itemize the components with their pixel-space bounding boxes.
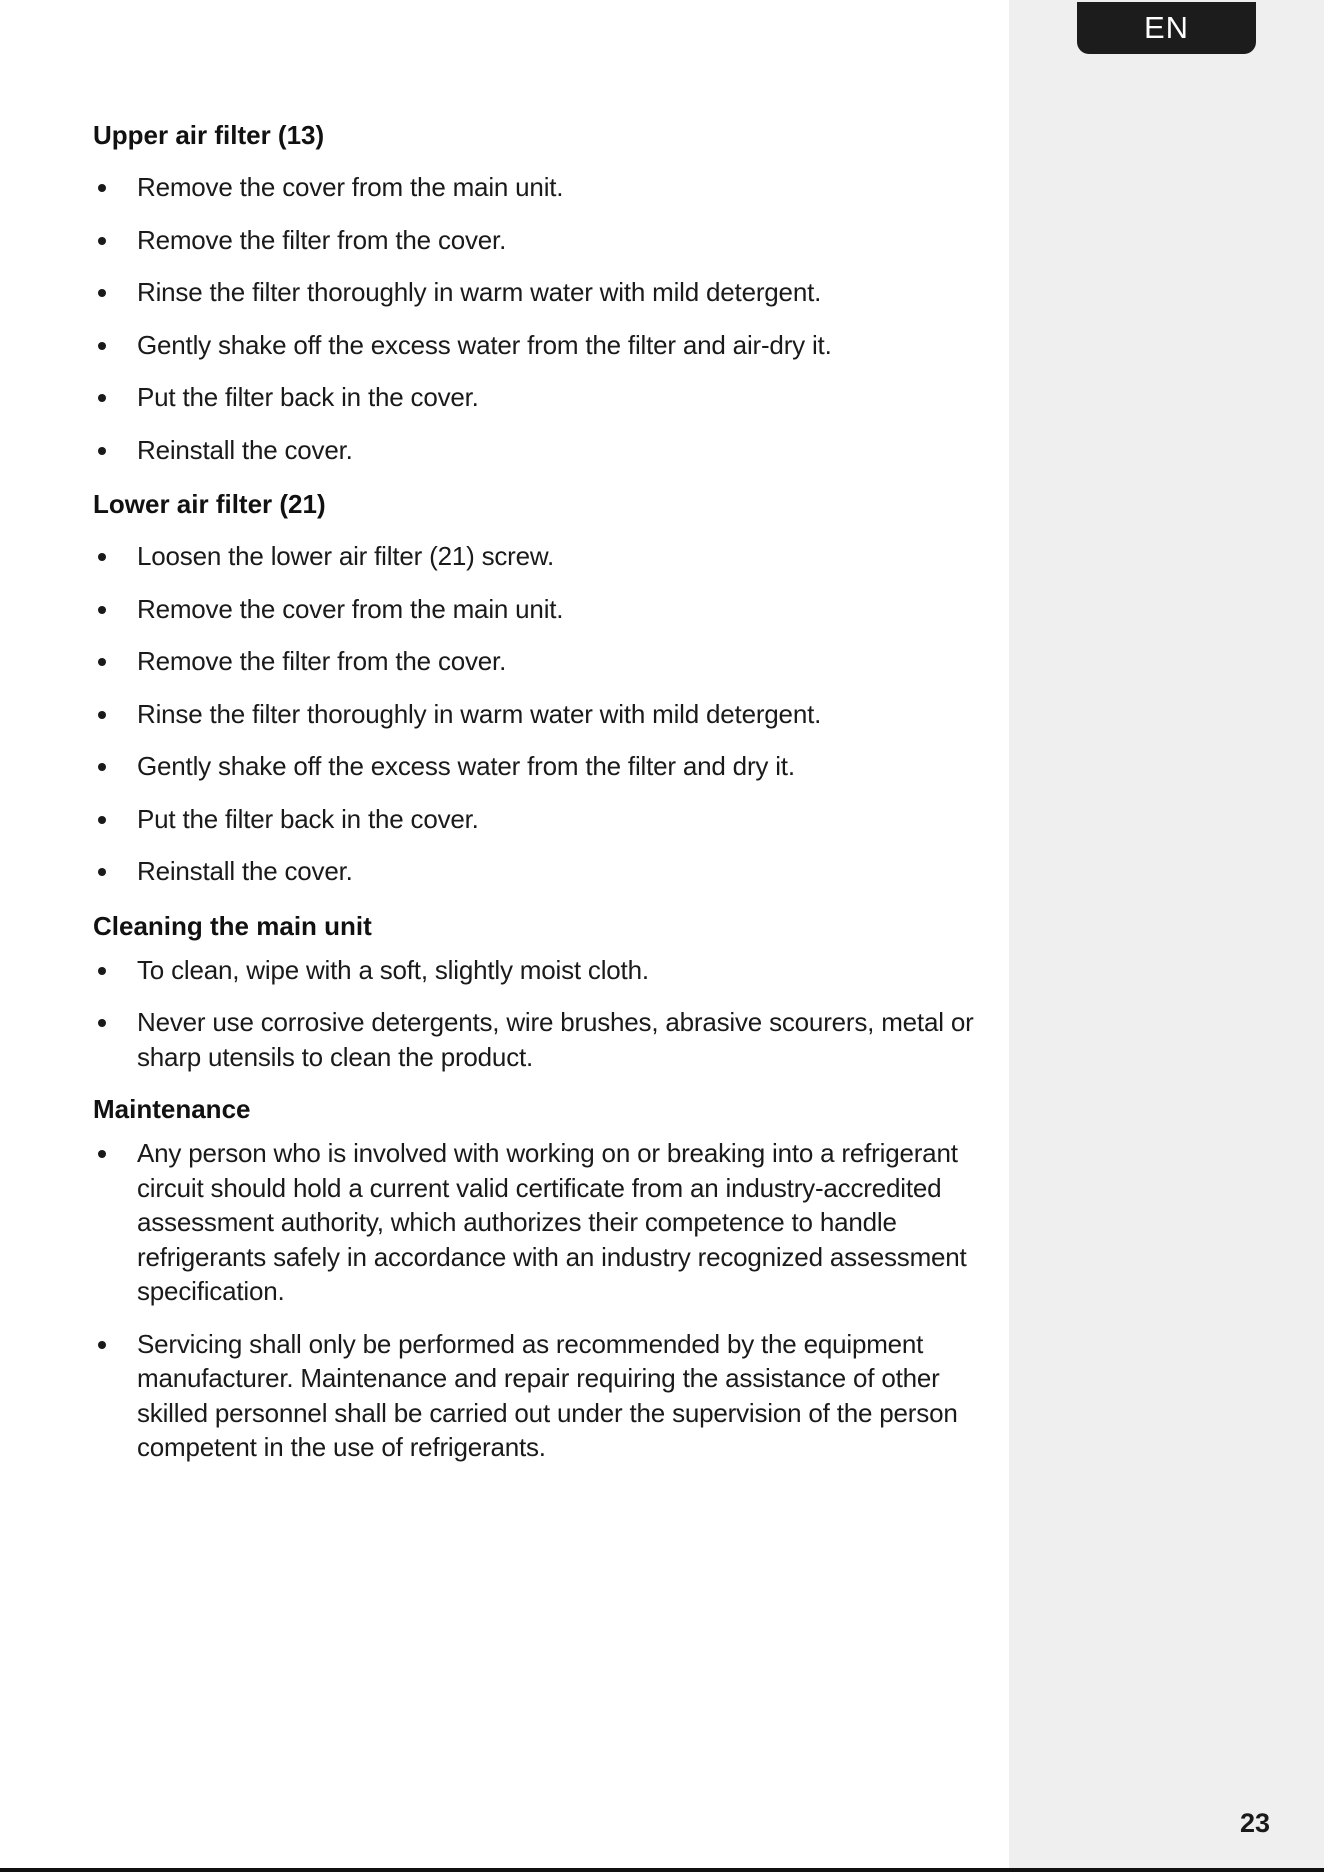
list-item: Gently shake off the excess water from the filter and dry it. [93,749,993,784]
section-heading: Cleaning the main unit [93,910,372,941]
section-heading: Upper air filter (13) [93,120,325,150]
instruction-list [93,953,993,1075]
list-item: Servicing shall only be performed as recommended by the equipment manufacturer. Maintenance and repair requiring the assistance of other skilled personnel shall be carried out under the supervision of the person competent in the use of refrigerants. [93,1327,993,1465]
instruction-list [93,1136,993,1465]
list-item: To clean, wipe with a soft, slightly moist cloth. [93,953,993,988]
instruction-list [93,539,993,889]
section-upper-air-filter [93,118,993,467]
section-heading: Lower air filter (21) [93,489,326,519]
list-item: Put the filter back in the cover. [93,380,993,415]
list-item: Rinse the filter thoroughly in warm water with mild detergent. [93,697,993,732]
list-item: Any person who is involved with working on or breaking into a refrigerant circuit should hold a current valid certificate from an industry-accredited assessment authority, which authorizes their competence to handle refrigerants safely in accordance with an industry recognized assessment specification. [93,1136,993,1309]
section-lower-air-filter [93,487,993,889]
page-content [93,118,993,1483]
list-item: Remove the cover from the main unit. [93,592,993,627]
list-item: Never use corrosive detergents, wire brushes, abrasive scourers, metal or sharp utensils to clean the product. [93,1005,993,1074]
section-cleaning-main-unit [93,909,993,1075]
page-number: 23 [1240,1808,1271,1838]
list-item: Gently shake off the excess water from the filter and air-dry it. [93,328,993,363]
list-item: Reinstall the cover. [93,854,993,889]
list-item: Remove the cover from the main unit. [93,170,993,205]
list-item: Remove the filter from the cover. [93,644,993,679]
section-maintenance [93,1092,993,1465]
right-margin-band [1009,0,1324,1868]
list-item: Reinstall the cover. [93,433,993,468]
list-item: Put the filter back in the cover. [93,802,993,837]
list-item: Rinse the filter thoroughly in warm water with mild detergent. [93,275,993,310]
instruction-list [93,170,993,467]
section-heading: Maintenance [93,1094,251,1124]
bottom-rule [0,1868,1324,1872]
language-tab: EN [1077,2,1256,54]
list-item: Remove the filter from the cover. [93,223,993,258]
list-item: Loosen the lower air filter (21) screw. [93,539,993,574]
